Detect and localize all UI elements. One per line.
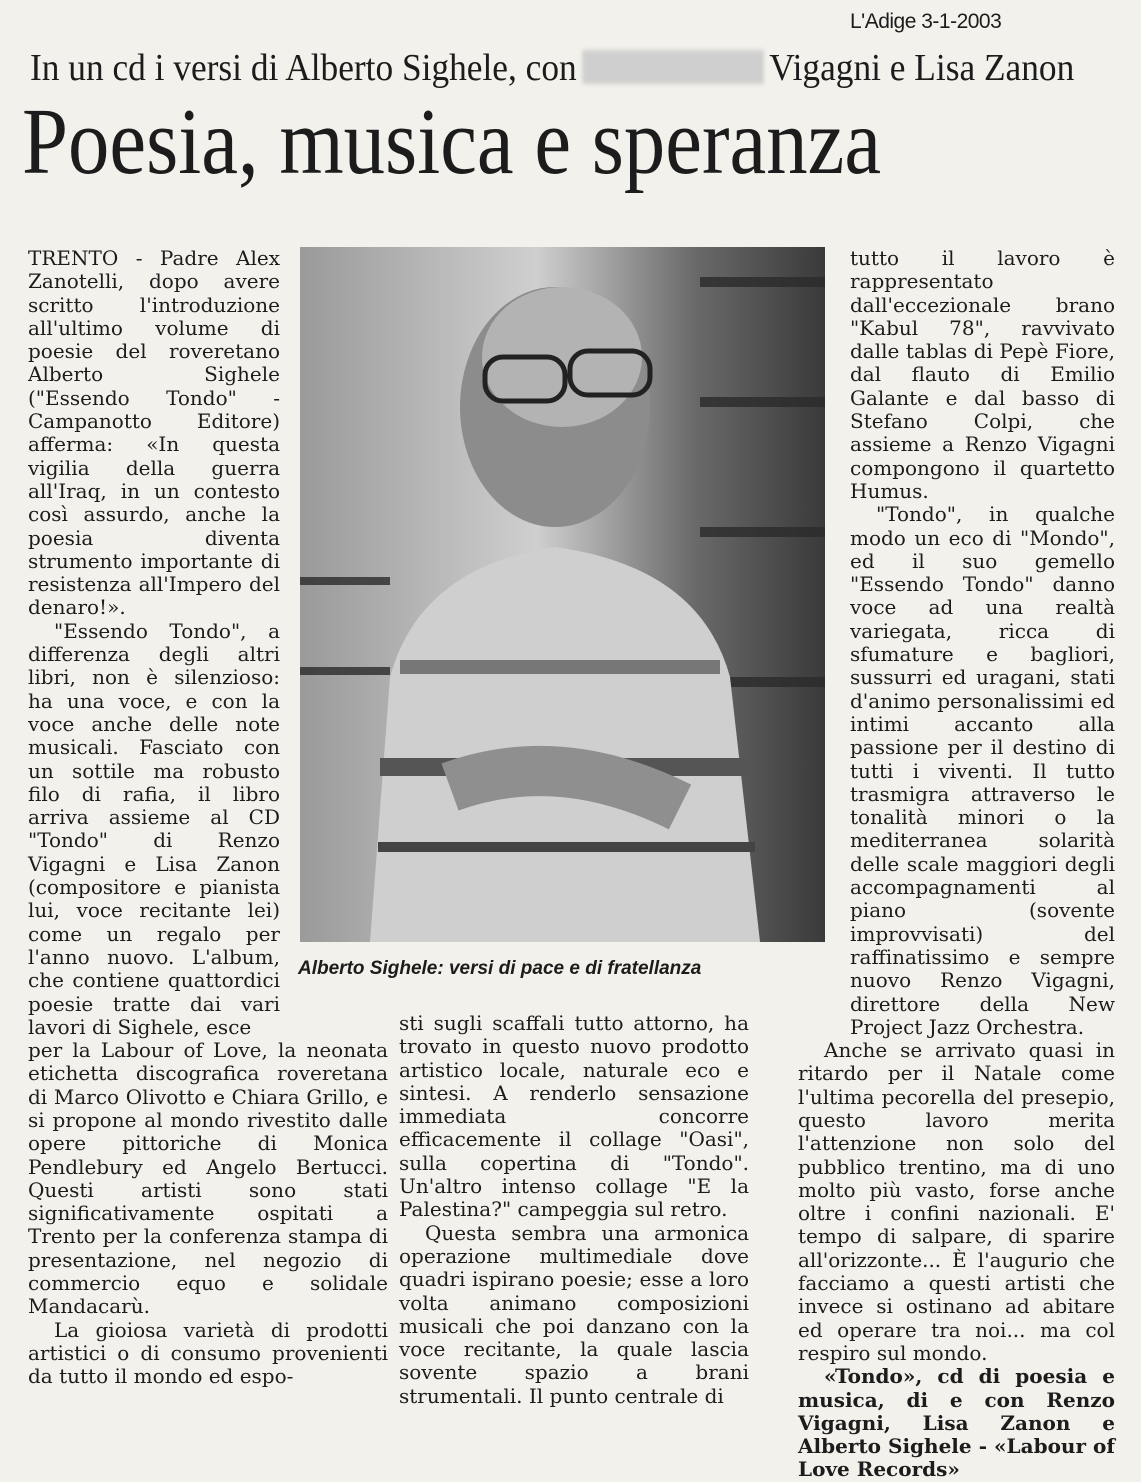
column-1: [28, 246, 388, 1389]
kicker-after: Vigagni e Lisa Zanon: [769, 47, 1075, 89]
paragraph: Anche se arrivato quasi in ritardo per il Natale come l'ultima pecorella del presepio, questo lavoro merita l'attenzione non solo del pubblico trentino, ma di uno molto più vasto, forse anche oltre i confini nazionali. E' tempo di salpare, di sparire all'orizzonte... È l'augurio che facciamo a questi artisti che invece si ostinano ad abitare ed operare tra noi... ma col respiro sul mondo.: [798, 1038, 1115, 1365]
paragraph: TRENTO - Padre Alex Zanotelli, dopo avere scritto l'introduzione all'ultimo volume di poesie del roveretano Alberto Sighele ("Essendo Tondo" - Campanotto Editore) afferma: «In questa vigilia della guerra all'Iraq, in un contesto così assurdo, anche la poesia diventa strumento importante di resistenza all'Impero del denaro!».: [28, 246, 280, 620]
portrait-photo: [300, 247, 825, 942]
source-date: L'Adige 3-1-2003: [850, 10, 1002, 33]
column-2: [399, 1012, 749, 1408]
paragraph: Questa sembra una armonica operazione multimediale dove quadri ispirano poesie; esse a loro volta animano composizioni musicali che poi danzano con la voce recitante, la quale lascia sovente spazio a brani strumentali. Il punto centrale di: [399, 1220, 749, 1408]
paragraph: sti sugli scaffali tutto attorno, ha trovato in questo nuovo prodotto artistico locale, naturale eco e sintesi. A renderlo sensazione immediata concorre efficacemente il collage "Oasi", sulla copertina di "Tondo". Un'altro intenso collage "E la Palestina?" campeggia sul retro.: [399, 1011, 749, 1222]
paragraph: tutto il lavoro è rappresentato dall'eccezionale brano "Kabul 78", ravvivato dalle tablas di Pepè Fiore, dal flauto di Emilio Galante e dal basso di Stefano Colpi, che assieme a Renzo Vigagni compongono il quartetto Humus.: [850, 246, 1115, 503]
paragraph: La gioiosa varietà di prodotti artistici o di consumo provenienti da tutto il mondo ed espo-: [28, 1317, 388, 1389]
headline: Poesia, musica e speranza: [22, 90, 882, 194]
paragraph: "Tondo", in qualche modo un eco di "Mondo", ed il suo gemello "Essendo Tondo" danno voce ad una realtà variegata, ricca di sfumature e bagliori, sussurri ed uragani, stati d'animo personalissimi ed intimi accanto alla passione per il destino di tutti i viventi. Il tutto trasmigra attraverso le tonalità minori o la mediterranea solarità delle scale maggiori degli accompagnamenti al piano (sovente improvvisati) del raffinatissimo e sempre nuovo Renzo Vigagni, direttore della New Project Jazz Orchestra.: [850, 502, 1115, 1039]
paragraph: per la Labour of Love, la neonata etichetta discografica roveretana di Marco Olivotto e Chiara Grillo, e si propone al mondo rivestito dalle opere pittoriche di Monica Pendlebury ed Angelo Bertucci. Questi artisti sono stati significativamente ospitati a Trento per la conferenza stampa di presentazione, nel negozio di commercio equo e solidale Mandacarù.: [28, 1038, 388, 1319]
credits: «Tondo», cd di poesia e musica, di e con Renzo Vigagni, Lisa Zanon e Alberto Sighele - «Labour of Love Records»: [798, 1364, 1115, 1482]
kicker-before: In un cd i versi di Alberto Sighele, con: [30, 47, 577, 89]
kicker: [30, 46, 1075, 90]
redacted-name: [582, 50, 763, 84]
paragraph: "Essendo Tondo", a differenza degli altri libri, non è silenzioso: ha una voce, e con la voce anche delle note musicali. Fasciato con un sottile ma robusto filo di rafia, il libro arriva assieme al CD "Tondo" di Renzo Vigagni e Lisa Zanon (compositore e pianista lui, voce recitante lei) come un regalo per l'anno nuovo. L'album, che contiene quattordici poesie tratte dai vari lavori di Sighele, esce: [28, 618, 280, 1039]
column-3: [798, 246, 1115, 1482]
photo-caption: Alberto Sighele: versi di pace e di fratellanza: [298, 958, 702, 979]
